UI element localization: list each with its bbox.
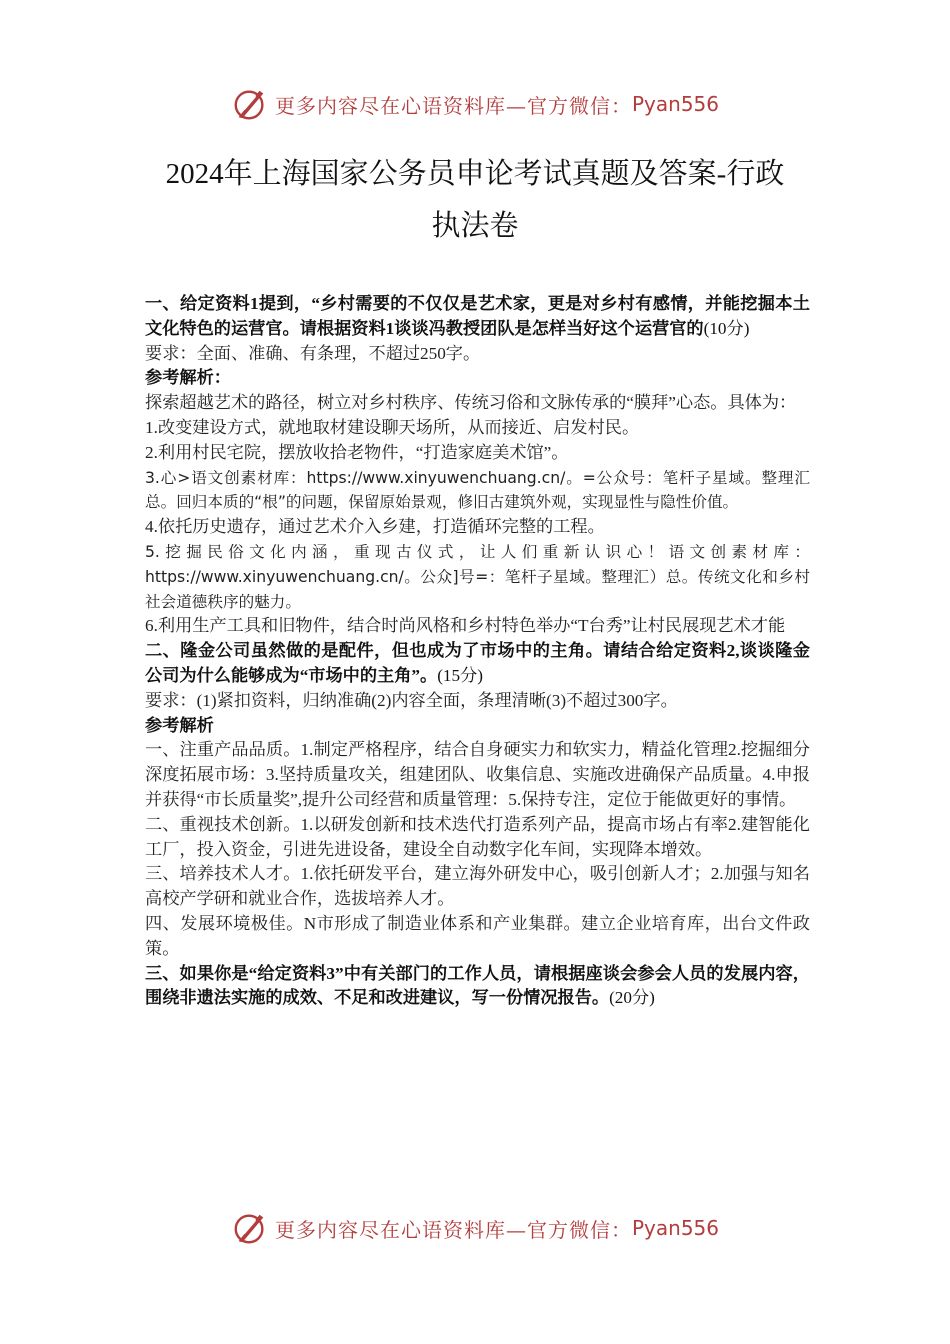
answer-2-section-2: 二、重视技术创新。1.以研发创新和技术迭代打造系列产品，提高市场占有率2.建智能化工厂，投入资金，引进先进设备，建设全自动数字化车间，实现降本增效。 <box>145 814 810 859</box>
answer-1-point-1: 1.改变建设方式，就地取材建设聊天场所，从而接近、启发村民。 <box>145 417 640 437</box>
question-1 <box>145 292 810 342</box>
answer-1-point-6: 6.利用生产工具和旧物件，结合时尚风格和乡村特色举办“T台秀”让村民展现艺术才能 <box>145 616 786 636</box>
question-3-score: (20分) <box>609 988 655 1008</box>
quill-logo-icon <box>231 1209 269 1247</box>
question-1-score: (10分) <box>703 318 750 338</box>
banner-text: 更多内容尽在心语资料库—官方微信： <box>274 1217 632 1242</box>
question-1-analysis-label: 参考解析： <box>145 368 231 388</box>
answer-1-point-2: 2.利用村民宅院，摆放收拾老物件，“打造家庭美术馆”。 <box>145 442 569 462</box>
question-2-analysis-label: 参考解析 <box>145 715 214 735</box>
header-banner <box>0 82 950 126</box>
question-2-requirement: 要求：(1)紧扣资料，归纳准确(2)内容全面，条理清晰(3)不超过300字。 <box>145 690 678 710</box>
banner-wechat-id: Pyan556 <box>631 1216 719 1240</box>
question-3-text: 三、如果你是“给定资料3”中有关部门的工作人员，请根据座谈会参会人员的发展内容，围绕非遗法实施的成效、不足和改进建议，写一份情况报告。 <box>145 963 810 1008</box>
banner-wechat-id: Pyan556 <box>631 92 719 116</box>
footer-banner <box>0 1206 950 1250</box>
document-title <box>100 148 850 252</box>
answer-1-intro: 探索超越艺术的路径，树立对乡村秩序、传统习俗和文脉传承的“膜拜”心态。具体为： <box>145 393 797 413</box>
answer-1-point-4: 4.依托历史遗存，通过艺术介入乡建，打造循环完整的工程。 <box>145 517 605 537</box>
answer-1-point-5: 5.挖掘民俗文化内涵，重现古仪式，让人们重新认识心！语文创素材库：https://www.xinyuwenchuang.cn/。公众]号=：笔杆子星域。整理汇）总。传统文化和乡村社会道德秩序的魅力。 <box>145 542 810 611</box>
answer-2-section-4: 四、发展环境极佳。N市形成了制造业体系和产业集群。建立企业培育库，出台文件政策。 <box>145 913 810 958</box>
answer-2-section-3: 三、培养技术人才。1.依托研发平台，建立海外研发中心，吸引创新人才；2.加强与知名高校产学研和就业合作，选拔培养人才。 <box>145 864 810 909</box>
title-line-2: 执法卷 <box>431 210 519 242</box>
answer-1-point-3: 3.心>语文创素材库：https://www.xinyuwenchuang.cn/。=公众号：笔杆子星域。整理汇总。回归本质的“根”的问题，保留原始景观，修旧古建筑外观，实现显性与隐性价值。 <box>145 468 810 512</box>
banner-text: 更多内容尽在心语资料库—官方微信： <box>274 93 632 118</box>
question-2-text: 二、隆金公司虽然做的是配件，但也成为了市场中的主角。请结合给定资料2,谈谈隆金公司为什么能够成为“市场中的主角”。 <box>145 641 810 685</box>
question-2 <box>145 639 810 689</box>
document-body <box>145 292 810 1011</box>
question-1-text: 一、给定资料1提到，“乡村需要的不仅仅是艺术家，更是对乡村有感情，并能挖掘本土文化特色的运营官。请根据资料1谈谈冯教授团队是怎样当好这个运营官的 <box>145 294 810 338</box>
quill-logo-icon <box>231 85 269 123</box>
question-1-requirement: 要求：全面、准确、有条理，不超过250字。 <box>145 343 481 363</box>
question-3 <box>145 962 810 1012</box>
title-line-1: 2024年上海国家公务员申论考试真题及答案-行政 <box>165 158 785 190</box>
question-2-score: (15分) <box>437 665 484 685</box>
answer-2-section-1: 一、注重产品品质。1.制定严格程序，结合自身硬实力和软实力，精益化管理2.挖掘细分深度拓展市场：3.坚持质量攻关，组建团队、收集信息、实施改进确保产品质量。4.申报并获得“市长质量奖”,提升公司经营和质量管理：5.保持专注，定位于能做更好的事情。 <box>145 740 810 809</box>
